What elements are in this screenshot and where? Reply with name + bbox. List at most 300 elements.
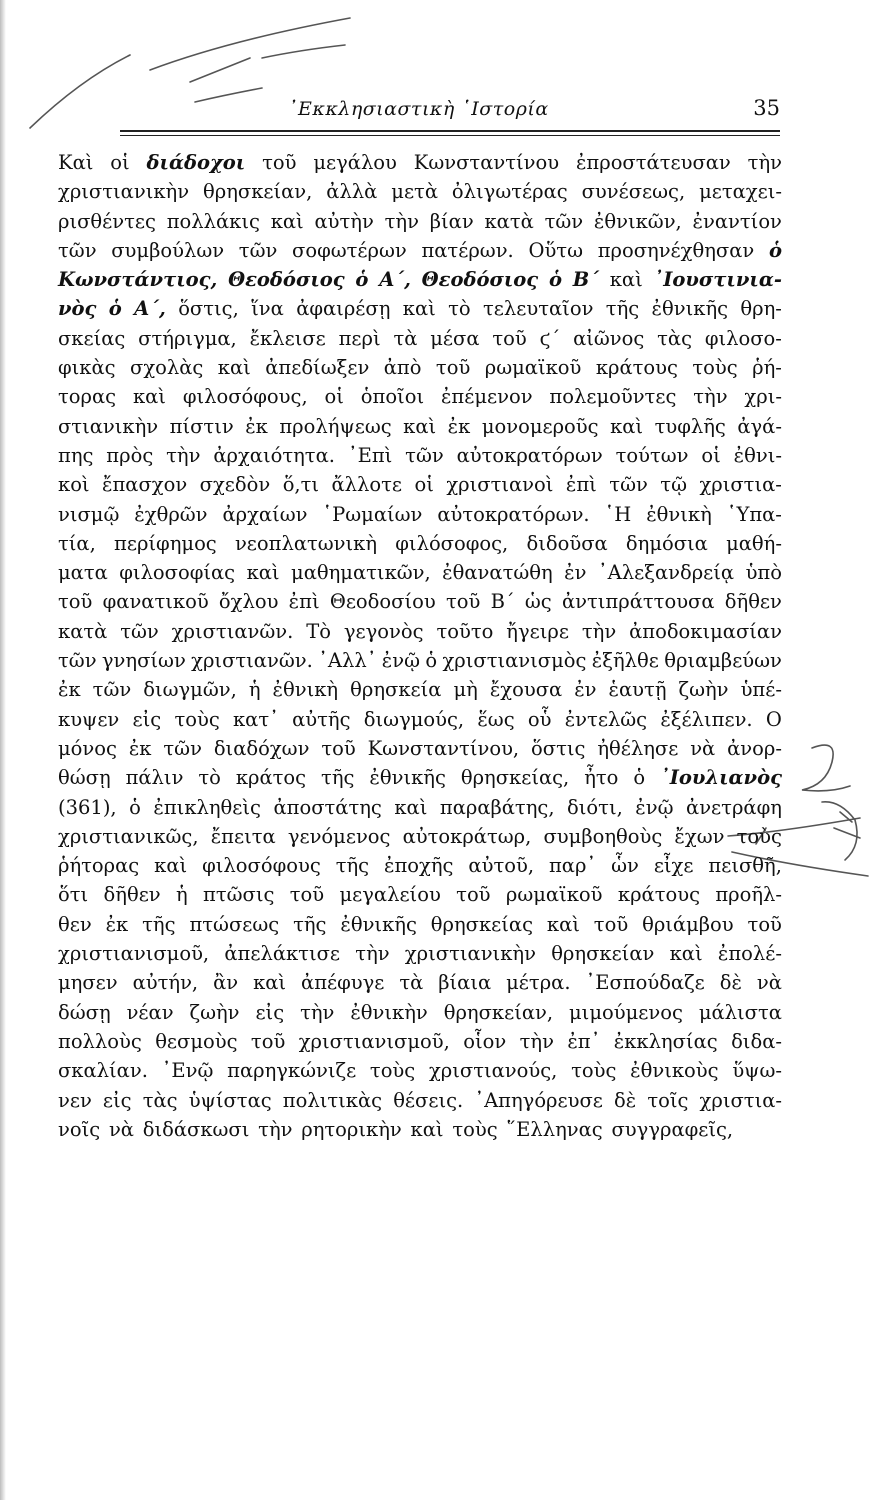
word: ὑπέ- <box>740 678 782 702</box>
word: στιανικὴν <box>58 414 159 438</box>
word: τοῦ <box>289 883 325 907</box>
word: ὧν <box>611 854 639 878</box>
word: ἐκ <box>128 736 152 760</box>
word: ὁ <box>425 649 438 673</box>
text-line <box>58 705 782 734</box>
text-line <box>58 880 782 909</box>
word: ὅστις <box>531 736 586 760</box>
word: φιλοσόφους, <box>182 385 308 409</box>
word: ἐπολέ- <box>717 942 782 966</box>
word: θεσμοὺς <box>155 1029 238 1053</box>
word: ῾Η <box>604 502 632 526</box>
word: δὲ <box>614 1088 637 1112</box>
word: μέτρα. <box>506 971 571 995</box>
word: καὶ <box>217 356 251 380</box>
word: χρι- <box>744 385 782 409</box>
word: τῆς <box>605 297 640 321</box>
word: μαθή- <box>726 531 782 555</box>
word: διδάσκωσι <box>142 1117 250 1141</box>
word: τὴν <box>258 1117 293 1141</box>
word: θρησκεία <box>350 678 442 702</box>
word: ὄχλου <box>218 590 279 614</box>
word: Θεοδόσιος <box>228 268 345 292</box>
word: ἐν <box>564 561 587 585</box>
word: αὐτοκρατόρων. <box>437 502 590 526</box>
word: νὰ <box>690 736 716 760</box>
word: ἠθέλησε <box>597 736 679 760</box>
word: χριστιανικῶς, <box>58 824 199 848</box>
word: διωγμῶν, <box>143 678 237 702</box>
text-line <box>58 851 782 880</box>
text-line <box>58 148 782 177</box>
word: ζωὴν <box>678 678 729 702</box>
word: ἐποχῆς <box>384 854 454 878</box>
text-line <box>58 617 782 646</box>
word: φιλοσο- <box>704 326 782 350</box>
word: φιλόσοφος, <box>395 531 509 555</box>
word: Καὶ <box>58 151 94 174</box>
word: τῆς <box>293 912 327 936</box>
word: ἐπ᾿ <box>567 1029 601 1053</box>
text-line <box>58 324 782 353</box>
word: τὴν <box>355 942 390 966</box>
word: τὴν <box>747 151 782 174</box>
word: εἰς <box>255 1000 285 1024</box>
word: μεταχει- <box>699 180 782 204</box>
word: μαθηματικῶν, <box>291 561 431 585</box>
word: νέαν <box>126 1000 174 1024</box>
word: Ο <box>765 707 782 731</box>
word: χριστιανῶν. <box>171 619 294 643</box>
word: ἔκλεισε <box>249 326 326 350</box>
word: οἱ <box>414 473 434 497</box>
text-line <box>58 734 782 763</box>
word: περίφημος <box>114 531 217 555</box>
word: τὴν <box>384 209 419 233</box>
word: χριστιανισμοῦ, <box>298 1029 450 1053</box>
word: καὶ <box>402 297 436 321</box>
word: ἐναντίον <box>692 209 782 233</box>
word: βίαια <box>438 971 492 995</box>
word: ᾿Απηγόρευσε <box>474 1088 603 1112</box>
text-line <box>58 646 782 675</box>
word: νισμῷ <box>58 502 120 526</box>
word: καὶ <box>410 1117 444 1141</box>
text-line <box>58 587 782 616</box>
word: ἀνετράφη <box>686 795 782 819</box>
word: πολλοὺς <box>58 1029 142 1053</box>
page-number: 35 <box>753 96 780 120</box>
word: γνησίων <box>101 649 186 673</box>
word: τῶν <box>609 473 648 497</box>
word: ἀπὸ <box>383 356 422 380</box>
word: τοὺς <box>452 1117 498 1141</box>
word: καὶ <box>154 854 188 878</box>
word: Β΄ <box>490 590 515 614</box>
text-line <box>58 294 782 323</box>
word: χριστια- <box>699 473 782 497</box>
text-line <box>58 910 782 939</box>
word: ἔπειτα <box>210 824 276 848</box>
word: τῶν <box>238 238 278 262</box>
word: ὡς <box>524 590 552 614</box>
word: καὶ <box>609 268 643 292</box>
word: πολλάκις <box>166 209 260 233</box>
word: τὴν <box>300 1000 335 1024</box>
word: ὁ <box>108 297 122 321</box>
word: παρ᾿ <box>548 854 597 878</box>
word: ἐθνι- <box>733 443 782 467</box>
word: ἐπροστάτευσαν <box>575 151 731 174</box>
word: ὁποῖοι <box>360 385 425 409</box>
word: καὶ <box>270 209 304 233</box>
word: γενόμενος <box>287 824 391 848</box>
word: παραβάτης, <box>439 795 555 819</box>
word: ρωμαϊκοῦ <box>484 356 582 380</box>
word: θρησκείαν, <box>443 1000 554 1024</box>
text-line <box>58 500 782 529</box>
word: στήριγμα, <box>138 326 237 350</box>
word: δὲ <box>719 971 742 995</box>
word: ἐξέλιπεν. <box>660 707 753 731</box>
word: δῆθεν <box>103 883 161 907</box>
word: θριάμβου <box>642 912 734 936</box>
word: ἐπέμενον <box>440 385 533 409</box>
word: τορας <box>58 385 117 409</box>
text-line <box>58 207 782 236</box>
word: ρισθέντες <box>58 209 156 233</box>
word: περὶ <box>338 326 381 350</box>
word: ἀπεδίωξεν <box>265 356 370 380</box>
word: ᾿Ιουστινια- <box>653 268 782 292</box>
word: τὰ <box>393 326 418 350</box>
word: ἀρχαιότητα. <box>213 443 335 467</box>
word: πρὸς <box>106 443 154 467</box>
word: τὴν <box>519 1029 554 1053</box>
word: αὐτὴν <box>314 209 374 233</box>
word: χριστιανούς, <box>428 1059 558 1083</box>
word: βίαν <box>429 209 474 233</box>
word: νεοπλατωνικὴ <box>234 531 378 555</box>
word: αὐτοκρατόρων <box>456 443 603 467</box>
word: μονομεροῦς <box>481 414 599 438</box>
word: δώσῃ <box>58 1000 111 1024</box>
word: ἐκ <box>447 414 471 438</box>
word: ἀπελάκτισε <box>224 942 341 966</box>
word: Α΄, <box>134 297 166 321</box>
text-line <box>58 412 782 441</box>
word: ὁ <box>768 238 782 262</box>
word: οἱ <box>324 385 344 409</box>
word: ἂν <box>213 971 239 995</box>
word: συμβούλων <box>111 238 225 262</box>
word: μὴ <box>453 678 478 702</box>
word: θρησκείαν <box>551 942 655 966</box>
word: φιλοσόφους <box>202 854 321 878</box>
word: κράτους <box>617 883 700 907</box>
word: τοῦ <box>250 1029 286 1053</box>
word: φικὰς <box>58 356 116 380</box>
word: πάλιν <box>125 766 184 790</box>
word: κοὶ <box>58 473 90 497</box>
word: διάδοχοι <box>146 151 246 174</box>
word: οἱ <box>701 443 721 467</box>
word: ἵνα <box>251 297 284 321</box>
pencil-stroke <box>262 45 345 58</box>
word: Θεοδόσιος <box>421 268 539 292</box>
word: ὁ <box>633 766 646 790</box>
word: Θεοδοσίου <box>329 590 436 614</box>
word: καὶ <box>394 795 428 819</box>
word: φανατικοῦ <box>102 590 209 614</box>
word: διδοῦσα <box>526 531 608 555</box>
word: τοὺς <box>571 1059 617 1083</box>
word: οἷον <box>463 1029 507 1053</box>
text-line <box>58 793 782 822</box>
text-line <box>58 1056 782 1085</box>
pencil-stroke <box>150 18 350 70</box>
word: (361), <box>58 795 117 819</box>
word: τοῦ <box>435 356 471 380</box>
running-title: ᾿Εκκλησιαστικὴ ῾Ιστορία <box>288 98 549 120</box>
text-line <box>58 441 782 470</box>
word: ἐθνικοὺς <box>630 1059 719 1083</box>
word: ἐπὶ <box>565 473 597 497</box>
word: ἐν <box>574 678 597 702</box>
word: δημόσια <box>625 531 708 555</box>
word: τοὺς <box>692 356 738 380</box>
word: τοῦ <box>321 736 356 760</box>
word: μέσα <box>430 326 480 350</box>
word: ἀλλὰ <box>326 180 378 204</box>
word: νὰ <box>108 1117 134 1141</box>
word: πίστιν <box>169 414 234 438</box>
text-line <box>58 382 782 411</box>
word: Κωνστάντιος, <box>58 268 218 292</box>
word: ἐθνικὴ <box>646 502 712 526</box>
word: τοῦ <box>593 912 629 936</box>
word: σοφωτέρων <box>292 238 407 262</box>
word: τοὺς <box>369 1059 416 1083</box>
word: εἰς <box>102 1088 132 1112</box>
word: ἦτο <box>584 766 619 790</box>
word: οὗ <box>527 707 552 731</box>
word: θρησκείαν, <box>203 180 313 204</box>
text-line <box>58 939 782 968</box>
word: Οὕτω <box>528 238 583 262</box>
word: τὴν <box>581 619 617 643</box>
word: σχολὰς <box>130 356 204 380</box>
word: ματα <box>58 561 108 585</box>
word: θρη- <box>740 297 782 321</box>
word: ἐθνικῶν, <box>593 209 682 233</box>
word: ἀντιπράττουσα <box>561 590 715 614</box>
text-line <box>58 177 782 206</box>
word: τῆς <box>321 766 355 790</box>
word: προσηνέχθησαν <box>597 238 755 262</box>
word: πολεμοῦντες <box>549 385 677 409</box>
word: τῶν <box>544 209 584 233</box>
word: καὶ <box>253 971 287 995</box>
word: ἀπέφυγε <box>301 971 385 995</box>
word: ϛ΄ <box>539 326 561 350</box>
word: συγγραφεῖς, <box>611 1117 734 1141</box>
word: τὴν <box>693 385 728 409</box>
word: τία, <box>58 531 96 555</box>
word: μεγάλου <box>313 151 397 174</box>
word: τὸ <box>198 766 221 790</box>
word: ὑψίστας <box>188 1088 272 1112</box>
word: κατὰ <box>58 619 108 643</box>
word: σκαλίαν. <box>58 1059 148 1083</box>
word: οἱ <box>110 151 130 174</box>
word: τοῦ <box>747 912 782 936</box>
word: χριστιανισμὸς <box>442 649 587 673</box>
text-line <box>58 822 782 851</box>
text-line <box>58 529 782 558</box>
pencil-stroke <box>802 745 850 791</box>
word: ἀποστάτης <box>273 795 382 819</box>
word: μιμούμενος <box>569 1000 683 1024</box>
word: καὶ <box>403 414 437 438</box>
text-line <box>58 265 782 294</box>
word: μετὰ <box>391 180 438 204</box>
page-header <box>120 92 780 132</box>
pencil-stroke <box>822 802 857 860</box>
word: θώσῃ <box>58 766 111 790</box>
word: ἐνῷ <box>381 649 421 673</box>
word: ἐνῷ <box>635 795 674 819</box>
header-rule-thin <box>120 135 780 136</box>
pencil-stroke <box>834 812 860 838</box>
body-text <box>58 148 782 1144</box>
word: ᾿Ιουλιανὸς <box>660 766 782 790</box>
word: ἔχων <box>674 824 725 848</box>
word: ἀποδοκιμασίαν <box>629 619 782 643</box>
word: τὸ <box>448 297 471 321</box>
word: φιλοσοφίας <box>119 561 236 585</box>
word: πτῶσις <box>203 883 275 907</box>
word: νεν <box>58 1088 92 1112</box>
word: τοὺς <box>174 707 220 731</box>
word: ζωὴν <box>189 1000 240 1024</box>
word: ἑαυτῇ <box>608 678 667 702</box>
word: διωγμούς, <box>363 707 465 731</box>
word: ἐθνικῆς <box>369 766 446 790</box>
word: μεγαλείου <box>339 883 441 907</box>
word: ὅτι <box>58 883 89 907</box>
word: εἰς <box>132 707 162 731</box>
word: τοῦ <box>445 590 481 614</box>
word: ὁ <box>129 795 141 819</box>
text-line <box>58 998 782 1027</box>
word: τῶν <box>163 736 202 760</box>
word: δῆθεν <box>724 590 782 614</box>
word: νὰ <box>756 971 782 995</box>
word: καὶ <box>546 912 580 936</box>
word: Κωνσταντίνου, <box>367 736 520 760</box>
word: κράτος <box>235 766 307 790</box>
word: ἐξῆλθε <box>591 649 659 673</box>
word: διαδόχων <box>213 736 310 760</box>
word: ἐκ <box>105 912 129 936</box>
word: ὁ <box>355 268 369 292</box>
word: νοῖς <box>58 1117 101 1141</box>
word: χριστιανῶν. <box>191 649 313 673</box>
word: πεισθῆ, <box>708 854 782 878</box>
word: τῶν <box>405 443 444 467</box>
word: ὅστις, <box>178 297 239 321</box>
word: ἐθνικὴ <box>272 678 339 702</box>
text-line <box>58 968 782 997</box>
word: πτώσεως <box>189 912 280 936</box>
word: Τὸ <box>306 619 331 643</box>
word: ἐθανατώθη <box>442 561 553 585</box>
word: χριστιανοὶ <box>446 473 554 497</box>
word: ᾿Ενῷ <box>161 1059 214 1083</box>
text-line <box>58 1115 782 1144</box>
word: τῆς <box>335 854 370 878</box>
text-line <box>58 675 782 704</box>
word: τούτων <box>615 443 689 467</box>
word: μησεν <box>58 971 118 995</box>
word: αἰῶνος <box>573 326 645 350</box>
word: ἔχουσα <box>489 678 563 702</box>
word: τὰς <box>142 1088 178 1112</box>
word: τῶν <box>58 238 97 262</box>
word: ἀρχαίων <box>222 502 308 526</box>
word: ρωμαϊκοῦ <box>505 883 603 907</box>
word: τῶν <box>120 619 159 643</box>
scan-edge-shadow <box>0 0 6 1500</box>
pencil-stroke <box>30 55 130 128</box>
word: ὑπὸ <box>745 561 782 585</box>
word: ἀγά- <box>737 414 782 438</box>
header-rule <box>120 130 780 132</box>
word: μάλιστα <box>698 1000 782 1024</box>
word: σχεδὸν <box>199 473 271 497</box>
word: ῾Υπα- <box>726 502 782 526</box>
word: πολιτικὰς <box>282 1088 383 1112</box>
word: Β΄ <box>572 268 599 292</box>
word: ᾿Αλεξανδρείᾳ <box>597 561 735 585</box>
word: ἡ <box>176 883 188 907</box>
text-line <box>58 353 782 382</box>
word: αὐτήν, <box>132 971 199 995</box>
text-line <box>58 1086 782 1115</box>
word: συμβοηθοὺς <box>543 824 663 848</box>
word: προλήψεως <box>279 414 392 438</box>
word: τοὺς <box>736 824 782 848</box>
word: Κωνσταντίνου <box>413 151 560 174</box>
word: τοῦ <box>456 883 491 907</box>
word: θρησκείας <box>430 912 533 936</box>
text-line <box>58 763 782 792</box>
word: πατέρων. <box>421 238 514 262</box>
word: παρηγκώνιζε <box>227 1059 357 1083</box>
word: ᾿Επὶ <box>347 443 393 467</box>
word: τὰς <box>657 326 693 350</box>
word: ἀφαιρέσῃ <box>296 297 391 321</box>
word: σκείας <box>58 326 126 350</box>
word: χριστιανισμοῦ, <box>58 942 210 966</box>
text-line <box>58 558 782 587</box>
word: ἐχθρῶν <box>134 502 208 526</box>
word: ἄλλοτε <box>331 473 403 497</box>
word: χριστιανικὴν <box>58 180 190 204</box>
word: ρητορικὴν <box>301 1117 402 1141</box>
word: τῆς <box>142 912 176 936</box>
